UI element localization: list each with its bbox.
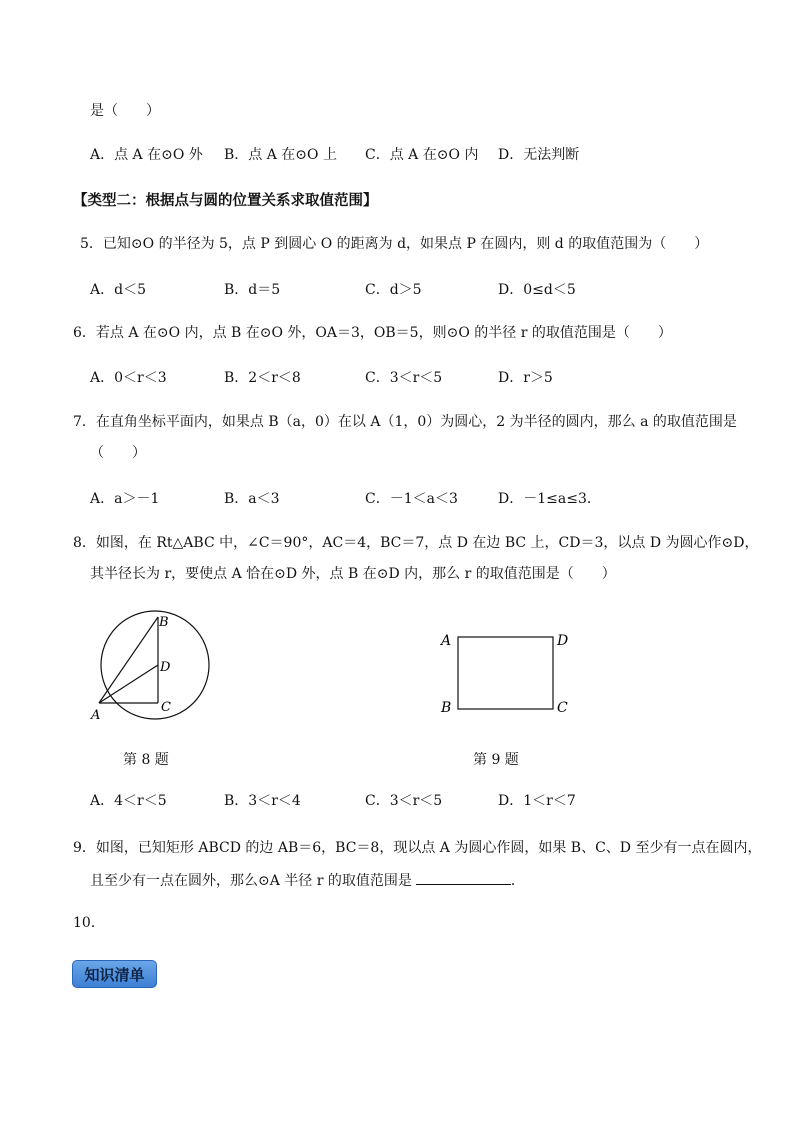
- q5-stem: 5．已知⊙O 的半径为 5，点 P 到圆心 O 的距离为 d，如果点 P 在圆内，则 d 的取值范围为（ ）: [80, 236, 709, 252]
- label-b: B: [159, 615, 169, 630]
- q8-option-a[interactable]: A．4＜r＜5: [90, 793, 167, 809]
- segment-ad: [99, 665, 158, 703]
- q8-option-d[interactable]: D．1＜r＜7: [498, 793, 576, 809]
- q4-stem-continuation: 是（ ）: [90, 103, 160, 119]
- label-a: A: [91, 708, 101, 723]
- segment-ab: [99, 617, 158, 703]
- q4-option-b[interactable]: B．点 A 在⊙O 上: [224, 147, 337, 163]
- q9-stem-line1: 9．如图，已知矩形 ABCD 的边 AB＝6，BC＝8，现以点 A 为圆心作圆，如果 B、C、D 至少有一点在圆内，: [73, 840, 762, 856]
- q6-option-b[interactable]: B．2＜r＜8: [224, 370, 301, 386]
- figure-8-caption: 第 8 题: [123, 752, 169, 768]
- q7-stem-line2: （ ）: [90, 445, 146, 461]
- q9-period: ．: [510, 873, 525, 889]
- q5-option-a[interactable]: A．d＜5: [90, 282, 146, 298]
- rectangle-abcd: [458, 637, 553, 709]
- q7-option-a[interactable]: A．a＞－1: [90, 491, 160, 507]
- q8-option-b[interactable]: B．3＜r＜4: [224, 793, 301, 809]
- q4-option-c[interactable]: C．点 A 在⊙O 内: [365, 147, 479, 163]
- q5-option-d[interactable]: D．0≤d＜5: [498, 282, 576, 298]
- q4-option-d[interactable]: D．无法判断: [498, 147, 580, 163]
- figure-9-caption: 第 9 题: [473, 752, 519, 768]
- q7-option-b[interactable]: B．a＜3: [224, 491, 280, 507]
- label-d: D: [160, 660, 171, 675]
- q10-stem: 10．: [73, 915, 105, 931]
- q6-option-d[interactable]: D．r＞5: [498, 370, 553, 386]
- figure-9-rectangle: [436, 625, 576, 720]
- q8-stem-line1: 8．如图，在 Rt△ABC 中，∠C＝90°，AC＝4，BC＝7，点 D 在边 BC 上，CD＝3，以点 D 为圆心作⊙D，: [73, 535, 759, 551]
- q6-option-c[interactable]: C．3＜r＜5: [365, 370, 443, 386]
- q7-option-c[interactable]: C．－1＜a＜3: [365, 491, 458, 507]
- q7-option-d[interactable]: D．－1≤a≤3．: [498, 491, 601, 507]
- q4-option-a[interactable]: A．点 A 在⊙O 外: [90, 147, 203, 163]
- label-d: D: [557, 633, 569, 649]
- label-c: C: [557, 700, 568, 716]
- section-heading-type2: 【类型二：根据点与圆的位置关系求取值范围】: [73, 193, 378, 209]
- q9-stem-line2: [90, 870, 525, 891]
- figure-8-triangle-circle: [85, 605, 225, 725]
- knowledge-list-badge: 知识清单: [72, 960, 157, 988]
- q6-option-a[interactable]: A．0＜r＜3: [90, 370, 167, 386]
- q6-stem: 6．若点 A 在⊙O 内，点 B 在⊙O 外，OA＝3，OB＝5，则⊙O 的半径 r 的取值范围是（ ）: [73, 325, 672, 341]
- label-c: C: [161, 700, 171, 715]
- q8-stem-line2: 其半径长为 r，要使点 A 恰在⊙D 外，点 B 在⊙D 内，那么 r 的取值范围是（ ）: [90, 566, 616, 582]
- label-b: B: [441, 700, 452, 716]
- q5-option-b[interactable]: B．d＝5: [224, 282, 281, 298]
- label-a: A: [441, 633, 452, 649]
- q8-option-c[interactable]: C．3＜r＜5: [365, 793, 443, 809]
- q5-option-c[interactable]: C．d＞5: [365, 282, 422, 298]
- q7-stem-line1: 7．在直角坐标平面内，如果点 B（a，0）在以 A（1，0）为圆心，2 为半径的圆内，那么 a 的取值范围是: [73, 414, 737, 430]
- q9-stem-text: 且至少有一点在圆外，那么⊙A 半径 r 的取值范围是: [90, 873, 412, 889]
- q9-answer-blank[interactable]: [416, 870, 511, 885]
